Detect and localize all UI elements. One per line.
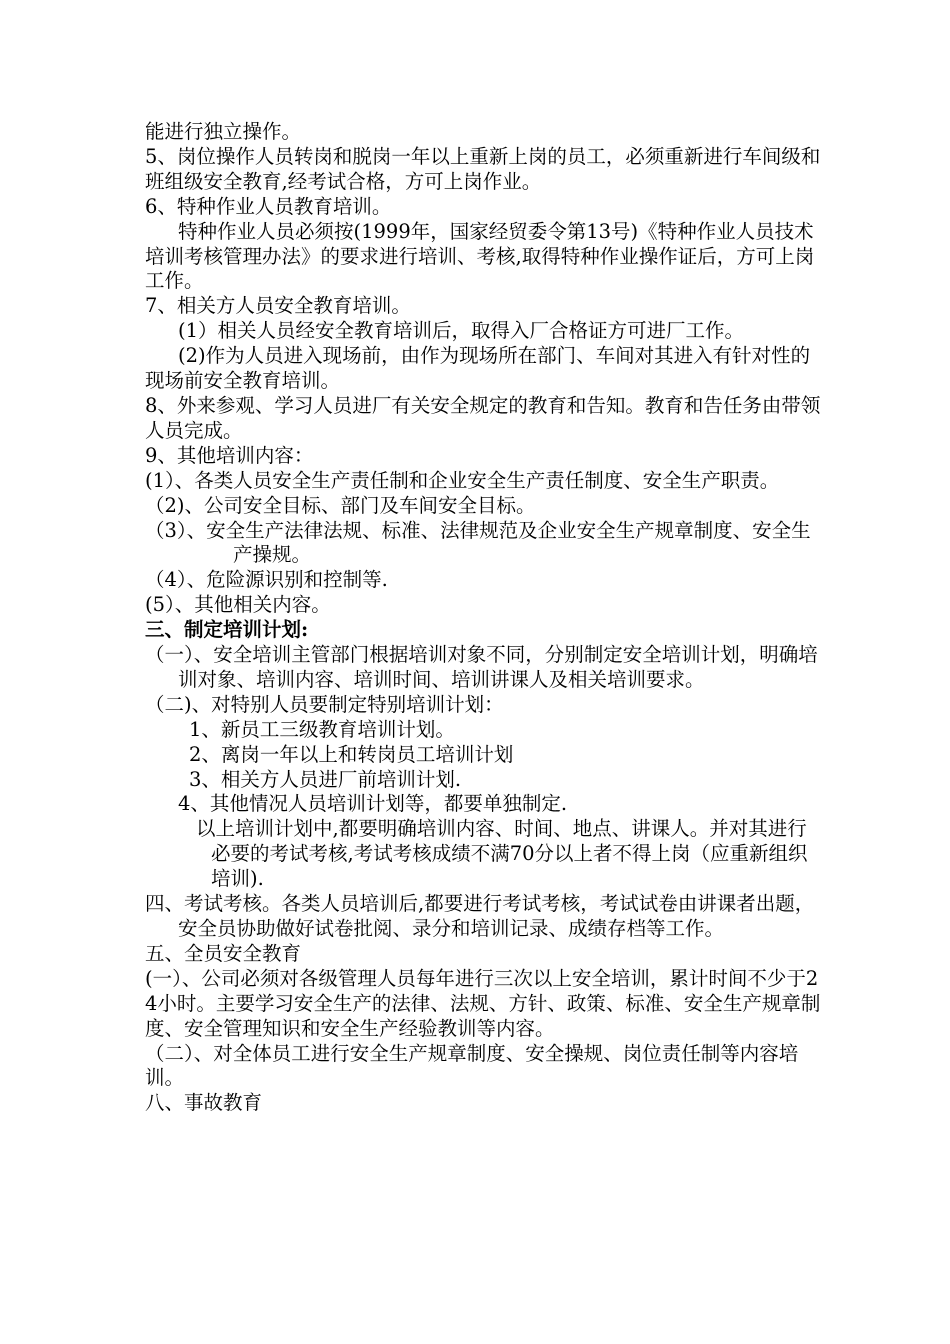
- list-item: 3、相关方人员进厂前培训计划.: [189, 767, 462, 791]
- paragraph: (2)作为人员进入现场前，由作为现场所在部门、车间对其进入有针对性的现场前安全教育培训。: [145, 344, 811, 393]
- paragraph: 能进行独立操作。: [145, 120, 302, 143]
- paragraph: (一）、公司必须对各级管理人员每年进行三次以上安全培训，累计时间不少于24小时。主要学习安全生产的法律、法规、方针、政策、标准、安全生产规章制度、安全管理知识和安全生产经验教训等内容。: [145, 966, 821, 1040]
- list-item: 1、新员工三级教育培训计划。: [189, 717, 455, 741]
- document-body: [145, 120, 825, 1116]
- list-item: （4）、危险源识别和控制等.: [145, 568, 388, 592]
- paragraph: 6、特种作业人员教育培训。: [145, 194, 392, 218]
- section-heading: 三、制定培训计划:: [145, 618, 309, 642]
- list-item: 4、其他情况人员培训计划等，都要单独制定.: [178, 792, 568, 816]
- section-heading: 四、考试考核。各类人员培训后,都要进行考试考核，考试试卷由讲课者出题，安全员协助做好试卷批阅、录分和培训记录、成绩存档等工作。: [145, 892, 815, 940]
- list-item: (5）、其他相关内容。: [145, 593, 331, 617]
- list-item: 2、离岗一年以上和转岗员工培训计划: [189, 742, 514, 766]
- paragraph: 9、其他培训内容：: [145, 443, 314, 467]
- list-item: （一）、安全培训主管部门根据培训对象不同，分别制定安全培训计划，明确培训对象、培训内容、培训时间、培训讲课人及相关培训要求。: [145, 643, 818, 691]
- list-item: (1）、各类人员安全生产责任制和企业安全生产责任制度、安全生产职责。: [145, 468, 780, 492]
- paragraph: 7、相关方人员安全教育培训。: [145, 294, 411, 318]
- section-heading: 八、事故教育: [145, 1091, 263, 1115]
- section-heading: 五、全员安全教育: [145, 941, 302, 965]
- paragraph: 8、外来参观、学习人员进厂有关安全规定的教育和告知。教育和告任务由带领人员完成。: [145, 393, 821, 442]
- list-item: （2)、公司安全目标、部门及车间安全目标。: [145, 493, 536, 517]
- list-item: （二)、对特别人员要制定特别培训计划：: [145, 692, 504, 716]
- paragraph: 以上培训计划中,都要明确培训内容、时间、地点、讲课人。并对其进行必要的考试考核,考试考核成绩不满70分以上者不得上岗（应重新组织培训).: [196, 817, 808, 891]
- list-item: （3）、安全生产法律法规、标准、法律规范及企业安全生产规章制度、安全生产操规。: [145, 518, 811, 567]
- paragraph: （二）、对全体员工进行安全生产规章制度、安全操规、岗位责任制等内容培训。: [145, 1041, 799, 1090]
- paragraph: 特种作业人员必须按(1999年，国家经贸委令第13号)《特种作业人员技术培训考核管理办法》的要求进行培训、考核,取得特种作业操作证后，方可上岗工作。: [145, 219, 815, 293]
- paragraph: 5、岗位操作人员转岗和脱岗一年以上重新上岗的员工，必须重新进行车间级和班组级安全教育,经考试合格，方可上岗作业。: [145, 144, 821, 193]
- paragraph: (1）相关人员经安全教育培训后，取得入厂合格证方可进厂工作。: [178, 319, 745, 343]
